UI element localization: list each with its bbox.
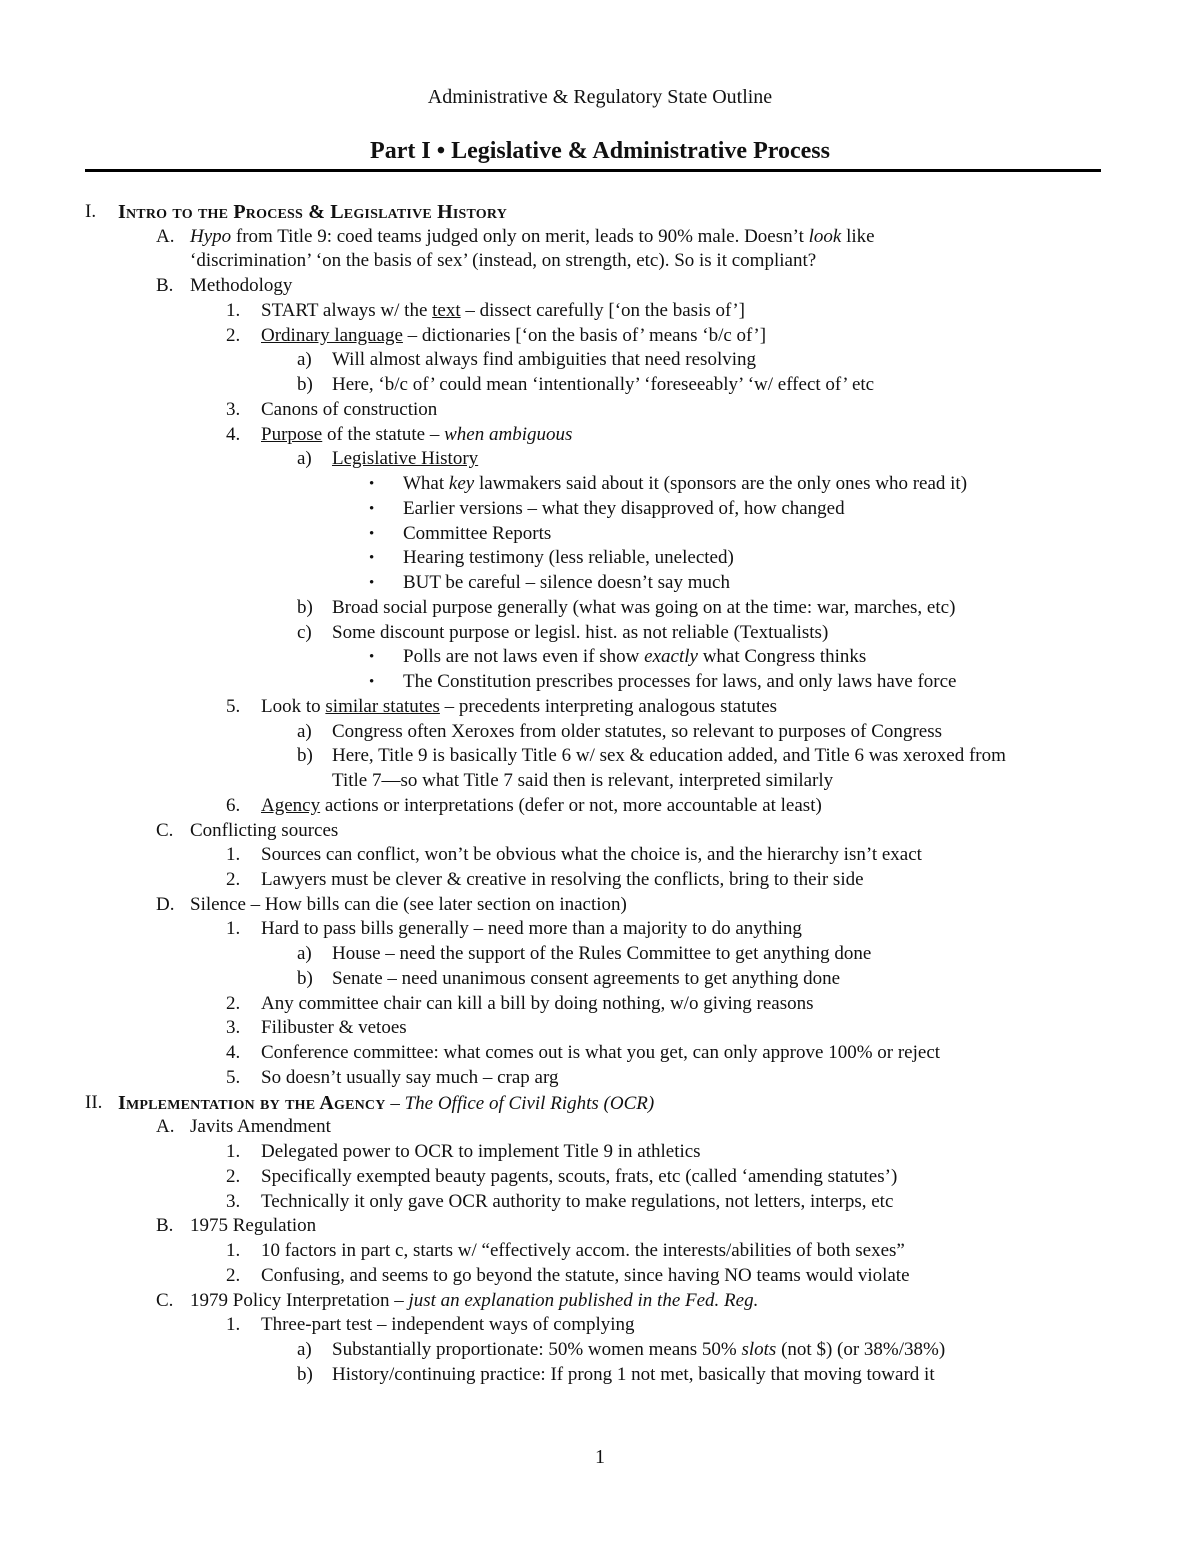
- text-run: just an explanation published in the Fed. Reg.: [408, 1289, 759, 1311]
- text-run: lawmakers said about it (sponsors are the only ones who read it): [474, 473, 968, 495]
- outline-text: [332, 942, 871, 966]
- outline-text: [332, 720, 942, 744]
- outline-marker: B.: [156, 1215, 174, 1237]
- text-run: Earlier versions – what they disapproved of, how changed: [403, 497, 845, 519]
- outline-text: [261, 1239, 905, 1263]
- text-run: –: [385, 1092, 405, 1114]
- text-run: Conference committee: what comes out is what you get, can only approve 100% or reject: [261, 1042, 941, 1064]
- outline-text: [118, 1091, 654, 1116]
- text-run: Agency: [261, 794, 321, 816]
- outline-text: [190, 1115, 331, 1139]
- outline-marker: b): [297, 596, 313, 618]
- outline-text: [403, 522, 551, 546]
- outline-text: [190, 819, 338, 843]
- text-run: slots: [741, 1339, 777, 1361]
- text-run: when ambiguous: [444, 423, 573, 445]
- outline-marker: 3.: [226, 398, 241, 420]
- outline-text: [332, 769, 833, 793]
- outline-text: [261, 1190, 893, 1214]
- text-run: key: [448, 473, 475, 495]
- text-run: – dictionaries [‘on the basis of’ means ‘b/c of’]: [402, 324, 767, 346]
- text-run: – precedents interpreting analogous statutes: [439, 695, 778, 717]
- outline-text: [190, 1214, 316, 1238]
- text-run: Title 7—so what Title 7 said then is relevant, interpreted similarly: [332, 770, 834, 792]
- outline-text: [332, 744, 1006, 768]
- outline-text: [190, 274, 292, 298]
- outline-marker: 4.: [226, 1042, 241, 1064]
- bullet-marker: •: [369, 649, 375, 666]
- outline-marker: b): [297, 967, 313, 989]
- text-run: Silence – How bills can die (see later section on inaction): [190, 893, 627, 915]
- outline-marker: b): [297, 374, 313, 396]
- text-run: Purpose: [261, 423, 323, 445]
- bullet-marker: •: [369, 575, 375, 592]
- outline-marker: 1.: [226, 1240, 241, 1262]
- outline-text: [118, 200, 507, 225]
- outline-marker: 6.: [226, 794, 241, 816]
- text-run: Broad social purpose generally (what was going on at the time: war, marches, etc): [332, 596, 956, 618]
- text-run: Hearing testimony (less reliable, unelected): [403, 547, 734, 569]
- outline-marker: D.: [156, 893, 175, 915]
- outline-marker: 5.: [226, 1066, 241, 1088]
- text-run: Senate – need unanimous consent agreements to get anything done: [332, 967, 841, 989]
- text-run: Here, ‘b/c of’ could mean ‘intentionally’ ‘foreseeably’ ‘w/ effect of’ etc: [332, 374, 875, 396]
- text-run: Methodology: [190, 275, 293, 297]
- outline-text: [261, 1313, 635, 1337]
- outline-text: [332, 348, 756, 372]
- text-run: Javits Amendment: [190, 1116, 331, 1138]
- outline-marker: I.: [85, 201, 97, 222]
- text-run: Some discount purpose or legisl. hist. as not reliable (Textualists): [332, 621, 829, 643]
- outline-marker: b): [297, 745, 313, 767]
- bullet-marker: •: [369, 674, 375, 691]
- text-run: Ordinary language: [261, 324, 403, 346]
- outline-text: [261, 299, 745, 323]
- outline-marker: 1.: [226, 918, 241, 940]
- outline-text: [403, 472, 967, 496]
- outline-marker: 4.: [226, 423, 241, 445]
- outline-text: [261, 868, 864, 892]
- outline-marker: 2.: [226, 324, 241, 346]
- outline-text: [261, 1016, 407, 1040]
- outline-text: [261, 1041, 940, 1065]
- bullet-marker: •: [369, 476, 375, 493]
- outline-text: [261, 1165, 897, 1189]
- text-run: of the statute –: [322, 423, 445, 445]
- outline-marker: 5.: [226, 695, 241, 717]
- text-run: Look to: [261, 695, 326, 717]
- text-run: Three-part test – independent ways of complying: [261, 1314, 635, 1336]
- text-run: History/continuing practice: If prong 1 not met, basically that moving toward it: [332, 1363, 935, 1385]
- text-run: Confusing, and seems to go beyond the statute, since having NO teams would violate: [261, 1264, 910, 1286]
- text-run: Committee Reports: [403, 522, 552, 544]
- bullet-marker: •: [369, 500, 375, 517]
- outline-text: [261, 992, 813, 1016]
- outline-text: [332, 621, 828, 645]
- text-run: Will almost always find ambiguities that need resolving: [332, 349, 757, 371]
- text-run: Any committee chair can kill a bill by doing nothing, w/o giving reasons: [261, 992, 814, 1014]
- text-run: exactly: [644, 646, 698, 668]
- text-run: Specifically exempted beauty pagents, scouts, frats, etc (called ‘amending statutes’): [261, 1165, 898, 1187]
- outline-marker: 2.: [226, 1264, 241, 1286]
- outline-marker: 3.: [226, 1017, 241, 1039]
- outline-marker: A.: [156, 225, 175, 247]
- outline-marker: a): [297, 720, 312, 742]
- outline-marker: C.: [156, 1289, 174, 1311]
- text-run: Substantially proportionate: 50% women means 50%: [332, 1339, 742, 1361]
- outline-marker: a): [297, 943, 312, 965]
- text-run: Technically it only gave OCR authority to make regulations, not letters, interps, etc: [261, 1190, 894, 1212]
- text-run: Filibuster & vetoes: [261, 1017, 407, 1039]
- outline-text: [332, 373, 874, 397]
- outline-text: [403, 571, 730, 595]
- text-run: (not $) (or 38%/38%): [776, 1339, 946, 1361]
- text-run: The Office of Civil Rights (OCR): [404, 1092, 655, 1114]
- outline-marker: B.: [156, 275, 174, 297]
- outline-text: [261, 1066, 558, 1090]
- outline-marker: b): [297, 1363, 313, 1385]
- outline-marker: 2.: [226, 992, 241, 1014]
- outline-text: [190, 1289, 758, 1313]
- outline-text: [190, 225, 875, 249]
- text-run: Sources can conflict, won’t be obvious what the choice is, and the hierarchy isn’t exact: [261, 844, 922, 866]
- outline-text: [403, 546, 734, 570]
- text-run: – dissect carefully [‘on the basis of’]: [460, 299, 746, 321]
- text-run: House – need the support of the Rules Committee to get anything done: [332, 943, 872, 965]
- outline-marker: 1.: [226, 299, 241, 321]
- outline-marker: A.: [156, 1116, 175, 1138]
- text-run: Congress often Xeroxes from older statutes, so relevant to purposes of Congress: [332, 720, 942, 742]
- outline-text: [261, 843, 922, 867]
- outline-marker: C.: [156, 819, 174, 841]
- outline-text: [332, 967, 840, 991]
- text-run: similar statutes: [325, 695, 440, 717]
- text-run: like: [841, 225, 875, 247]
- outline-text: [261, 398, 437, 422]
- text-run: Canons of construction: [261, 398, 438, 420]
- text-run: Legislative History: [332, 448, 479, 470]
- text-run: Conflicting sources: [190, 819, 339, 841]
- section-heading: Intro to the Process & Legislative History: [118, 201, 508, 223]
- text-run: Hypo: [190, 225, 232, 247]
- outline-text: [332, 1338, 945, 1362]
- outline-marker: c): [297, 621, 312, 643]
- text-run: what Congress thinks: [697, 646, 867, 668]
- text-run: text: [432, 299, 461, 321]
- text-run: 1979 Policy Interpretation –: [190, 1289, 409, 1311]
- outline-text: [261, 695, 777, 719]
- outline-text: [190, 249, 816, 273]
- outline-text: [261, 324, 766, 348]
- outline-text: [261, 794, 822, 818]
- outline-text: [261, 917, 802, 941]
- outline-text: [332, 1363, 935, 1387]
- text-run: 1975 Regulation: [190, 1215, 317, 1237]
- text-run: Lawyers must be clever & creative in resolving the conflicts, bring to their side: [261, 868, 864, 890]
- outline-text: [190, 893, 627, 917]
- text-run: The Constitution prescribes processes for laws, and only laws have force: [403, 671, 957, 693]
- bullet-marker: •: [369, 550, 375, 567]
- outline-text: [403, 645, 866, 669]
- text-run: ‘discrimination’ ‘on the basis of sex’ (instead, on strength, etc). So is it compliant?: [190, 250, 817, 272]
- outline-marker: 2.: [226, 868, 241, 890]
- outline-marker: 3.: [226, 1190, 241, 1212]
- outline-text: [332, 596, 955, 620]
- part-title: Part I • Legislative & Administrative Process: [370, 138, 830, 164]
- section-heading: Implementation by the Agency: [118, 1091, 386, 1114]
- outline-marker: a): [297, 349, 312, 371]
- text-run: actions or interpretations (defer or not, more accountable at least): [320, 794, 822, 816]
- outline-marker: 2.: [226, 1165, 241, 1187]
- page-number: 1: [595, 1446, 605, 1468]
- text-run: So doesn’t usually say much – crap arg: [261, 1066, 559, 1088]
- outline-text: [403, 670, 957, 694]
- outline-text: [403, 497, 845, 521]
- document-header: Administrative & Regulatory State Outline: [427, 86, 773, 108]
- outline-marker: II.: [85, 1091, 103, 1113]
- outline-marker: 1.: [226, 1314, 241, 1336]
- text-run: What: [403, 473, 449, 495]
- text-run: START always w/ the: [261, 299, 433, 321]
- text-run: Hard to pass bills generally – need more than a majority to do anything: [261, 918, 802, 940]
- text-run: BUT be careful – silence doesn’t say much: [403, 572, 730, 594]
- outline-text: [261, 1264, 910, 1288]
- text-run: from Title 9: coed teams judged only on merit, leads to 90% male. Doesn’t: [231, 225, 809, 247]
- title-rule: [85, 169, 1101, 172]
- text-run: 10 factors in part c, starts w/ “effectively accom. the interests/abilities of both sexes”: [261, 1240, 905, 1262]
- text-run: Here, Title 9 is basically Title 6 w/ sex & education added, and Title 6 was xeroxed from: [332, 745, 1006, 767]
- text-run: Delegated power to OCR to implement Title 9 in athletics: [261, 1141, 701, 1163]
- text-run: look: [808, 225, 842, 247]
- text-run: Polls are not laws even if show: [403, 646, 645, 668]
- outline-marker: 1.: [226, 1141, 241, 1163]
- bullet-marker: •: [369, 525, 375, 542]
- outline-marker: 1.: [226, 844, 241, 866]
- outline-text: [261, 1140, 701, 1164]
- outline-text: [332, 447, 478, 471]
- outline-text: [261, 423, 572, 447]
- outline-marker: a): [297, 1339, 312, 1361]
- outline-marker: a): [297, 448, 312, 470]
